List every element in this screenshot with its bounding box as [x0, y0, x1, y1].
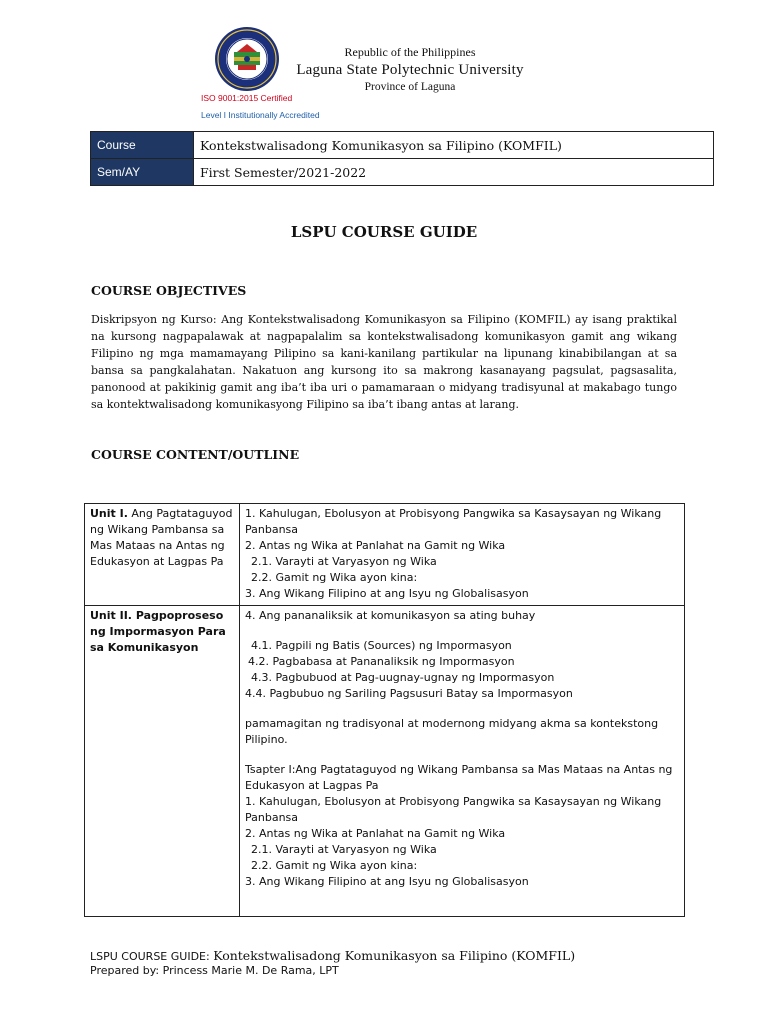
list-item: 2.1. Varayti at Varyasyon ng Wika — [251, 555, 437, 568]
list-item: 2.1. Varayti at Varyasyon ng Wika — [251, 843, 437, 856]
course-key: Course — [91, 132, 194, 159]
footer-prepared-by: Prepared by: Princess Marie M. De Rama, LPT — [90, 964, 339, 977]
university-name: Laguna State Polytechnic University — [296, 62, 524, 78]
document-title: LSPU COURSE GUIDE — [290, 223, 478, 241]
republic-line: Republic of the Philippines — [344, 45, 476, 59]
outline-row-unit1 — [85, 504, 685, 606]
unit1-cell — [85, 504, 240, 606]
unit2-title: Unit II. Pagpoproseso ng Impormasyon Para sa Komunikasyon — [90, 609, 226, 654]
footer-course-name: Kontekstwalisadong Komunikasyon sa Filipino (KOMFIL) — [213, 948, 576, 963]
list-item: 4. Ang pananaliksik at komunikasyon sa ating buhay — [245, 609, 536, 622]
semester-key: Sem/AY — [91, 159, 194, 186]
semester-row — [91, 159, 714, 186]
unit2-topics — [240, 606, 685, 917]
course-outline-table — [84, 503, 685, 917]
iso-certification: ISO 9001:2015 Certified — [201, 93, 293, 103]
accreditation-level: Level I Institutionally Accredited — [201, 110, 320, 120]
list-item: 1. Kahulugan, Ebolusyon at Probisyong Pangwika sa Kasaysayan ng Wikang Panbansa — [245, 795, 662, 824]
list-item: 2. Antas ng Wika at Panlahat na Gamit ng Wika — [245, 827, 506, 840]
semester-value: First Semester/2021-2022 — [194, 159, 714, 186]
list-item: 4.4. Pagbubuo ng Sariling Pagsusuri Batay sa Impormasyon — [245, 687, 573, 700]
outline-row-unit2 — [85, 606, 685, 917]
footer-guide-label: LSPU COURSE GUIDE: — [90, 950, 214, 963]
chapter-title: Tsapter I:Ang Pagtataguyod ng Wikang Pambansa sa Mas Mataas na Antas ng Edukasyon at Lagpas Pa — [245, 763, 673, 792]
list-item: 4.2. Pagbabasa at Pananaliksik ng Impormasyon — [248, 655, 515, 668]
list-item: 2.2. Gamit ng Wika ayon kina: — [251, 571, 418, 584]
course-row — [91, 132, 714, 159]
list-item: 2. Antas ng Wika at Panlahat na Gamit ng Wika — [245, 539, 506, 552]
list-item: 4.1. Pagpili ng Batis (Sources) ng Impormasyon — [251, 639, 512, 652]
unit1-title: Ang Pagtataguyod ng Wikang Pambansa sa Mas Mataas na Antas ng Edukasyon at Lagpas Pa — [90, 507, 233, 568]
objectives-paragraph: Diskripsyon ng Kurso: Ang Kontekstwalisadong Komunikasyon sa Filipino (KOMFIL) ay isang praktikal na kursong nagpapalawak at nagpapalalim sa kontekstwalisadong komunikasyon gamit ang wikang Filipino ng mga mamamayang Pilipino sa kani-kanilang partikular na lipunang kinabibilangan at sa bansa sa pangkalahatan. Nakatuon ang kursong ito sa makrong kasanayang pagsulat, pagsasalita, panonood at pakikinig gamit ang iba’t iba uri o pamamaraan o midyang tradisyunal at makabago tungo sa kontektwalisadong komunikasyong Filipino sa iba’t ibang antas at larang. — [91, 313, 677, 411]
course-value: Kontekstwalisadong Komunikasyon sa Filipino (KOMFIL) — [194, 132, 714, 159]
list-item: 1. Kahulugan, Ebolusyon at Probisyong Pangwika sa Kasaysayan ng Wikang Panbansa — [245, 507, 662, 536]
media-note: pamamagitan ng tradisyonal at modernong midyang akma sa kontekstong Pilipino. — [245, 717, 659, 746]
list-item: 3. Ang Wikang Filipino at ang Isyu ng Globalisasyon — [245, 587, 529, 600]
list-item: 4.3. Pagbubuod at Pag-uugnay-ugnay ng Impormasyon — [251, 671, 555, 684]
footer-guide-line — [90, 948, 575, 963]
course-info-table — [90, 131, 714, 186]
unit2-cell — [85, 606, 240, 917]
list-item: 3. Ang Wikang Filipino at ang Isyu ng Globalisasyon — [245, 875, 529, 888]
list-item: 2.2. Gamit ng Wika ayon kina: — [251, 859, 418, 872]
outline-heading: COURSE CONTENT/OUTLINE — [91, 447, 300, 462]
unit1-topics — [240, 504, 685, 606]
province-line: Province of Laguna — [364, 81, 456, 93]
unit1-label: Unit I. — [90, 507, 128, 520]
objectives-heading: COURSE OBJECTIVES — [91, 283, 247, 298]
